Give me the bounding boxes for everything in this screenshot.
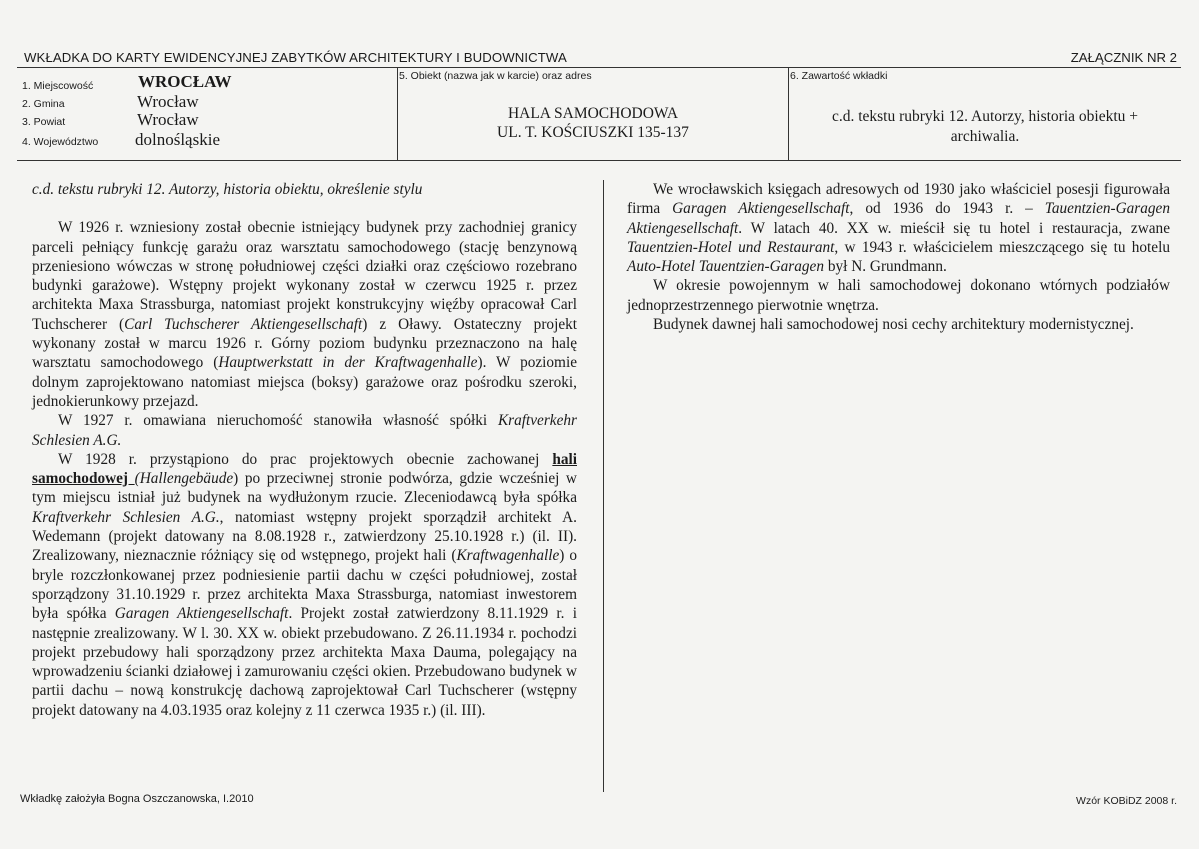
contents-line-1: c.d. tekstu rubryki 12. Autorzy, historia obiektu + xyxy=(831,108,1139,125)
paragraph: Budynek dawnej hali samochodowej nosi cechy architektury modernistycznej. xyxy=(653,316,1134,334)
italic-run: Hauptwerkstatt in der Kraftwagenhalle xyxy=(218,354,478,372)
field-value-wojewodztwo: dolnośląskie xyxy=(135,130,220,149)
header-top-rule xyxy=(17,67,1181,68)
paragraph: W okresie powojennym w hali samochodowej dokonano wtórnych podziałów jednoprzestrzennego pierwotnie wnętrza. xyxy=(627,277,1170,314)
text-run: , natomiast wstępny projekt sporządził architekt A. Wedemann (projekt datowany na 8.08.1928 r., zatwierdzony 25.10.1928 r.) (il. II). Zrealizowany, nieznacznie różniący się od wstępnego, projekt hali ( xyxy=(32,508,577,565)
italic-run: Kraftverkehr Schlesien A.G. xyxy=(32,412,577,449)
italic-run: Garagen Aktiengesellschaft xyxy=(114,605,289,623)
header-bottom-rule xyxy=(17,160,1181,161)
section-subheading: c.d. tekstu rubryki 12. Autorzy, historia obiektu, określenie stylu xyxy=(32,181,423,198)
italic-run: Kraftwagenhalle xyxy=(456,547,560,565)
field-label-powiat: 3. Powiat xyxy=(22,116,66,128)
text-run: W 1927 r. omawiana nieruchomość stanowiła własność spółki xyxy=(58,412,498,430)
left-column xyxy=(32,180,577,720)
object-name: HALA SAMOCHODOWA xyxy=(507,105,679,122)
italic-run: Garagen Aktiengesellschaft xyxy=(672,200,850,218)
field-label-wojewodztwo: 4. Województwo xyxy=(22,136,99,148)
footer-template: Wzór KOBiDZ 2008 r. xyxy=(1076,795,1177,807)
text-run: , od 1936 do 1943 r. – xyxy=(849,200,1045,218)
text-run: ) po przeciwnej stronie podwórza, gdzie wcześniej w tym miejscu istniał już budynek na wydłużonym rzucie. Zleceniodawcą była spółka xyxy=(32,470,577,507)
right-column xyxy=(627,180,1170,334)
italic-run: Kraftverkehr Schlesien A.G. xyxy=(32,508,220,526)
attachment-number: ZAŁĄCZNIK NR 2 xyxy=(1070,50,1177,65)
footer-author: Wkładkę założyła Bogna Oszczanowska, I.2010 xyxy=(20,793,254,805)
field-label-gmina: 2. Gmina xyxy=(22,98,65,110)
italic-run: Tauentzien-Garagen Aktiengesellschaft xyxy=(627,200,1170,237)
italic-run: Carl Tuchscherer Aktiengesellschaft xyxy=(124,315,363,333)
column-divider xyxy=(603,180,604,792)
field-label-miejscowosc: 1. Miejscowość xyxy=(22,80,94,92)
text-run: ) z Oławy. Ostateczny projekt wykonany został w marcu 1926 r. Górny poziom budynku przeznaczono na halę warsztatu samochodowego ( xyxy=(32,315,578,372)
paragraph xyxy=(627,180,1170,276)
object-label: 5. Obiekt (nazwa jak w karcie) oraz adres xyxy=(399,70,592,82)
text-run: ) o bryle rozczłonkowanej przez podniesienie partii dachu w części południowej, został sporządzony 31.10.1929 r. przez architekta Maxa Strassburga, natomiast inwestorem była spółka xyxy=(32,547,577,623)
text-run: We wrocławskich księgach adresowych od 1930 jako właściciel posesji figurowała firma xyxy=(627,181,1170,218)
text-run: W 1928 r. przystąpiono do prac projektowych obecnie zachowanej xyxy=(58,450,553,468)
paragraph xyxy=(32,218,577,411)
text-run: . Projekt został zatwierdzony 8.11.1929 r. i następnie zrealizowany. W l. 30. XX w. obiekt przebudowano. Z 26.11.1934 r. pochodzi projekt przebudowy hali sporządzony przez architekta Maxa Dauma, polegający na wprowadzeniu ścianki działowej i zamurowaniu części okien. Przebudowano budynek w partii dachu – nową konstrukcję dachową zaprojektował Carl Tuchscherer (wstępny projekt datowany na 4.03.1935 oraz kolejny z 11 czerwca 1935 r.) (il. III). xyxy=(32,605,577,719)
highlighted-term: hali samochodowej xyxy=(32,450,577,488)
field-value-powiat: Wrocław xyxy=(137,110,199,129)
text-run: W 1926 r. wzniesiony został obecnie istniejący budynek przy zachodniej granicy parceli pełniący funkcję garażu oraz warsztatu samochodowego (stację benzynową przeniesiono wówczas w stronę południowej części działki oraz częściowo rozebrano budynki garażowe). Wstępny projekt wykonany został w czerwcu 1925 r. przez architekta Maxa Strassburga, natomiast projekt konstrukcyjny więźby opracował Carl Tuchscherer ( xyxy=(32,219,577,333)
italic-run: Tauentzien-Hotel und Restaurant xyxy=(627,238,835,256)
italic-run: (Hallengebäude xyxy=(134,470,234,488)
field-value-miejscowosc: WROCŁAW xyxy=(138,72,232,91)
text-run: ). W poziomie dolnym zaprojektowano natomiast miejsca (boksy) garażowe oraz pośrodku szeroki, jednokierunkowy przejazd. xyxy=(32,354,577,410)
field-value-gmina: Wrocław xyxy=(137,92,199,111)
text-run: , w 1943 r. właścicielem mieszczącego się tu hotelu xyxy=(834,238,1170,256)
paragraph xyxy=(32,411,577,450)
text-run: . W latach 40. XX w. mieścił się tu hotel i restauracja, zwane xyxy=(738,219,1170,237)
text-run: był N. Grundmann. xyxy=(824,258,947,276)
document-title: WKŁADKA DO KARTY EWIDENCYJNEJ ZABYTKÓW ARCHITEKTURY I BUDOWNICTWA xyxy=(24,50,567,65)
contents-label: 6. Zawartość wkładki xyxy=(790,70,888,82)
paragraph xyxy=(32,450,577,720)
contents-line-2: archiwalia. xyxy=(950,128,1020,145)
object-address: UL. T. KOŚCIUSZKI 135-137 xyxy=(497,124,689,141)
italic-run: Auto-Hotel Tauentzien-Garagen xyxy=(627,258,824,276)
